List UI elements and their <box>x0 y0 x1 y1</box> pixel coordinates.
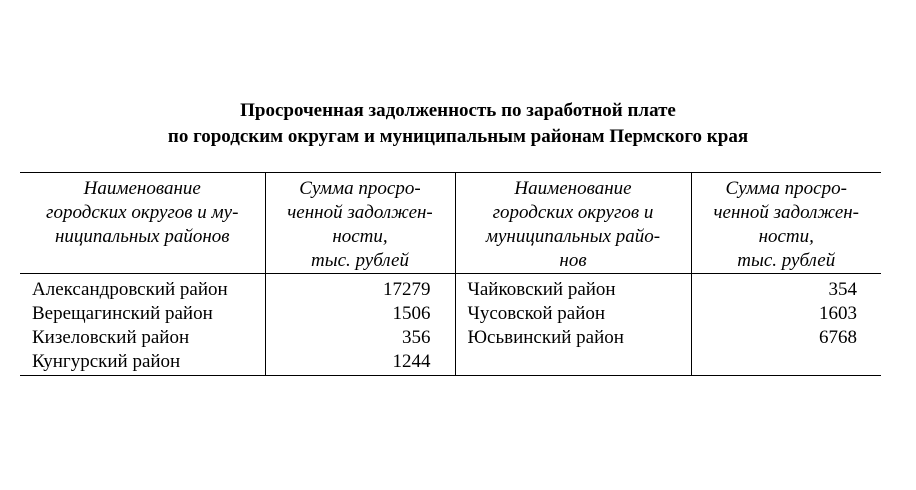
header-sum-right-line: ности, <box>758 226 814 247</box>
arrears-sum-cell: 356 <box>265 326 455 350</box>
arrears-sum-cell: 6768 <box>691 326 881 350</box>
arrears-sum-cell: 1506 <box>265 302 455 326</box>
arrears-sum-cell: 17279 <box>265 274 455 303</box>
title-line-1: Просроченная задолженность по заработной плате <box>240 100 676 121</box>
table-row <box>20 274 881 303</box>
table-row <box>20 302 881 326</box>
header-name-left-line: ниципальных районов <box>54 226 230 247</box>
document-title <box>0 98 916 150</box>
header-row <box>20 173 881 274</box>
arrears-sum-cell: 1244 <box>265 350 455 376</box>
district-name-cell: Юсьвинский район <box>455 326 691 350</box>
arrears-table <box>20 172 881 376</box>
district-name-cell: Чайковский район <box>455 274 691 303</box>
header-name-right-line: нов <box>559 250 587 271</box>
table-body <box>20 274 881 376</box>
table-row <box>20 326 881 350</box>
header-sum-right-line: тыс. рублей <box>737 250 836 271</box>
header-name-right-line: городских округов и <box>492 202 654 223</box>
header-name-left-line: Наименование <box>83 178 201 199</box>
header-sum-right <box>691 173 881 274</box>
arrears-sum-cell: 1603 <box>691 302 881 326</box>
district-name-cell: Кизеловский район <box>32 327 190 348</box>
header-name-right <box>455 173 691 274</box>
header-sum-left-line: ченной задолжен- <box>287 202 433 223</box>
header-name-left-line: городских округов и му- <box>46 202 239 223</box>
district-name-cell: Александровский район <box>32 279 228 300</box>
district-name-cell <box>455 350 691 376</box>
header-sum-left-line: Сумма просро- <box>299 178 421 199</box>
table-header <box>20 173 881 274</box>
header-sum-left <box>265 173 455 274</box>
header-name-right-line: Наименование <box>514 178 632 199</box>
district-name-cell: Верещагинский район <box>32 303 213 324</box>
arrears-sum-cell: 354 <box>691 274 881 303</box>
header-sum-left-line: тыс. рублей <box>311 250 409 271</box>
title-line-2: по городским округам и муниципальным районам Пермского края <box>167 126 749 147</box>
header-name-right-line: муниципальных райо- <box>485 226 661 247</box>
header-sum-left-line: ности, <box>332 226 388 247</box>
header-sum-right-line: ченной задолжен- <box>713 202 860 223</box>
district-name-cell: Чусовской район <box>455 302 691 326</box>
arrears-sum-cell <box>691 350 881 376</box>
district-name-cell: Кунгурский район <box>20 350 265 376</box>
table-row <box>20 350 881 376</box>
header-name-left <box>20 173 265 274</box>
header-sum-right-line: Сумма просро- <box>725 178 847 199</box>
